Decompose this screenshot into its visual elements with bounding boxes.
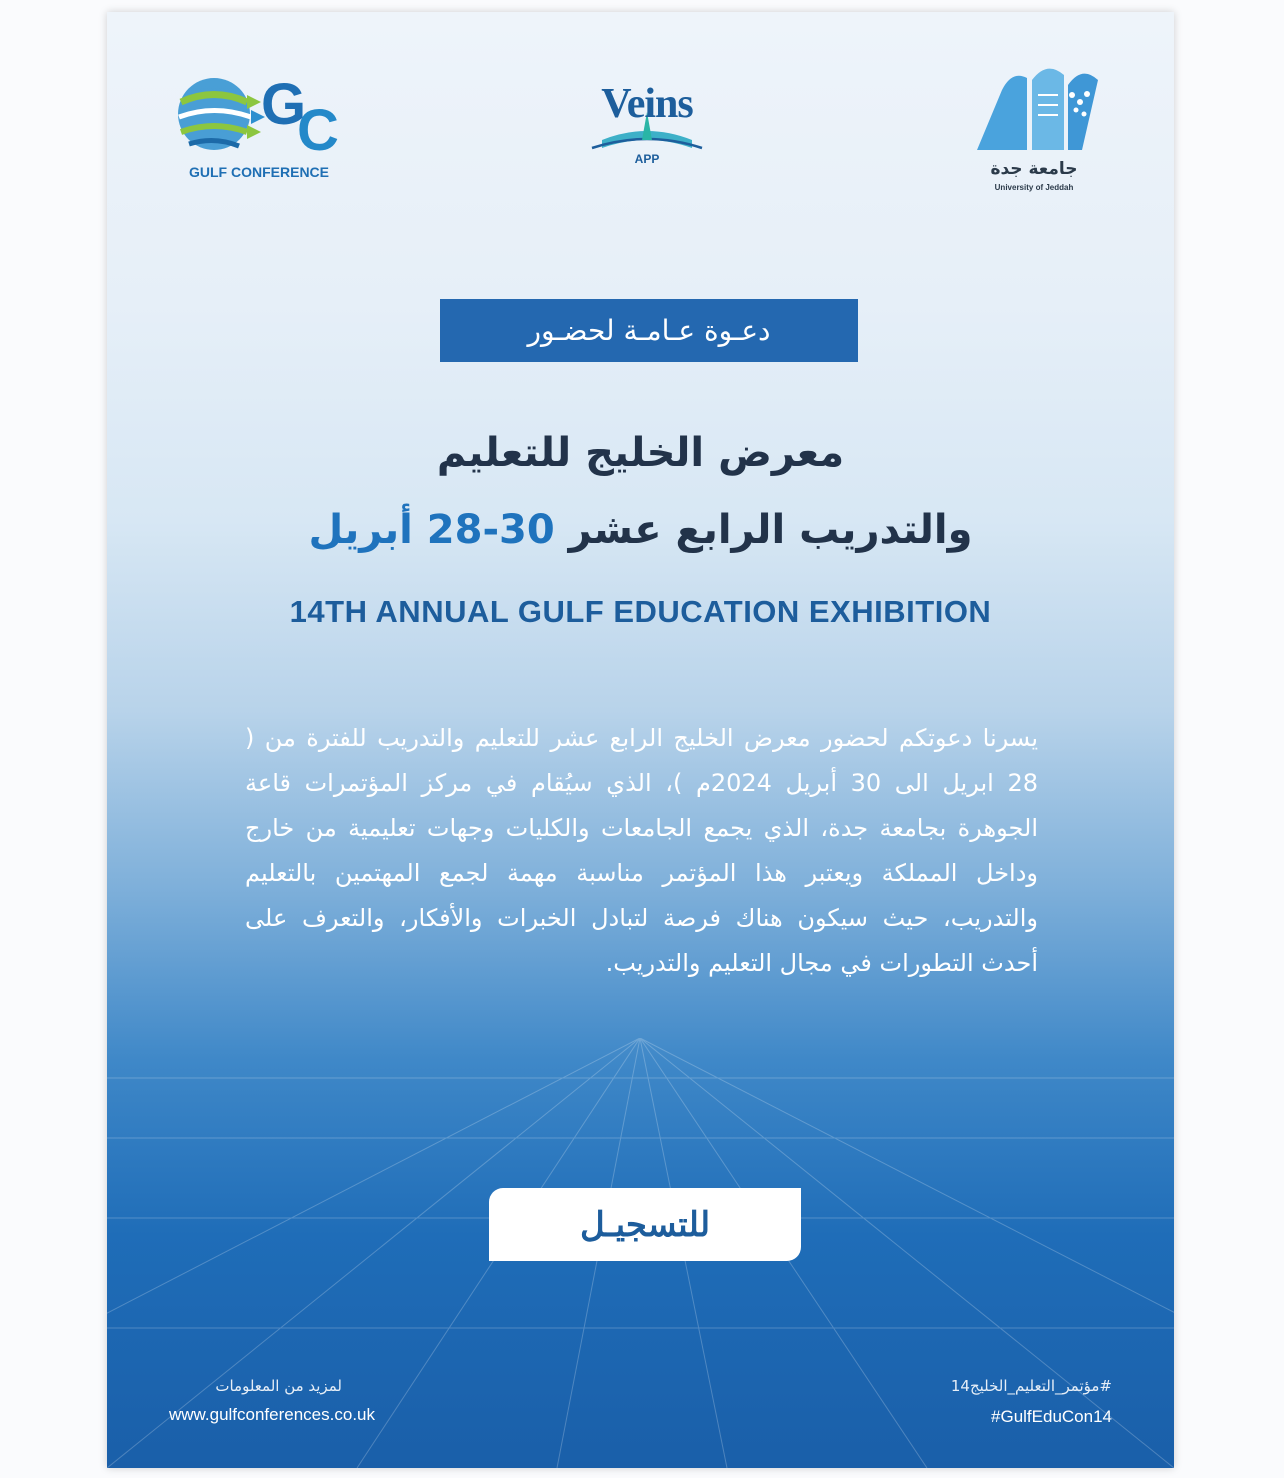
footer-website-link[interactable]: www.gulfconferences.co.uk	[169, 1405, 375, 1424]
veins-logo-text: Veins	[601, 81, 693, 127]
footer-more-info-label: لمزيد من المعلومات	[215, 1377, 342, 1395]
title-arabic-dates	[308, 507, 554, 553]
university-name-english: University of Jeddah	[994, 183, 1074, 192]
title-english: 14TH ANNUAL GULF EDUCATION EXHIBITION	[289, 594, 992, 629]
invitation-poster	[107, 12, 1174, 1468]
gulf-conference-logo-text: GULF CONFERENCE	[189, 164, 329, 180]
title-dates-value: 30-28	[426, 507, 555, 553]
university-of-jeddah-logo-icon	[972, 50, 1102, 160]
title-arabic-line1: معرض الخليج للتعليم	[436, 430, 845, 476]
university-name-arabic: جامعة جدة	[990, 159, 1078, 179]
register-button[interactable]: للتسجيـل	[489, 1188, 801, 1261]
invitation-badge: دعـوة عـامـة لحضـور	[440, 299, 858, 362]
invitation-body-text: يسرنا دعوتكم لحضور معرض الخليج الرابع عشر للتعليم والتدريب للفترة من ( 28 ابريل الى 30 أبريل 2024م )، الذي سيُقام في مركز المؤتمرات قاعة الجوهرة بجامعة جدة، الذي يجمع الجامعات والكليات وجهات تعليمية من خارج وداخل المملكة ويعتبر هذا المؤتمر مناسبة مهمة لجمع المهتمين بالتعليم والتدريب، حيث سيكون هناك فرصة لتبادل الخبرات والأفكار، والتعرف على أحدث التطورات في مجال التعليم والتدريب.	[245, 724, 1038, 977]
title-month: أبريل	[308, 507, 413, 553]
veins-app-label: APP	[634, 152, 660, 166]
title-arabic-line2	[187, 507, 1094, 553]
footer-hashtag-arabic: #مؤتمر_التعليم_الخليج14	[950, 1377, 1112, 1395]
title-arabic-line2-prefix: والتدريب الرابع عشر	[568, 507, 973, 553]
svg-text:G: G	[261, 72, 307, 137]
svg-text:C: C	[297, 98, 339, 163]
footer-hashtag-english: #GulfEduCon14	[991, 1407, 1112, 1426]
